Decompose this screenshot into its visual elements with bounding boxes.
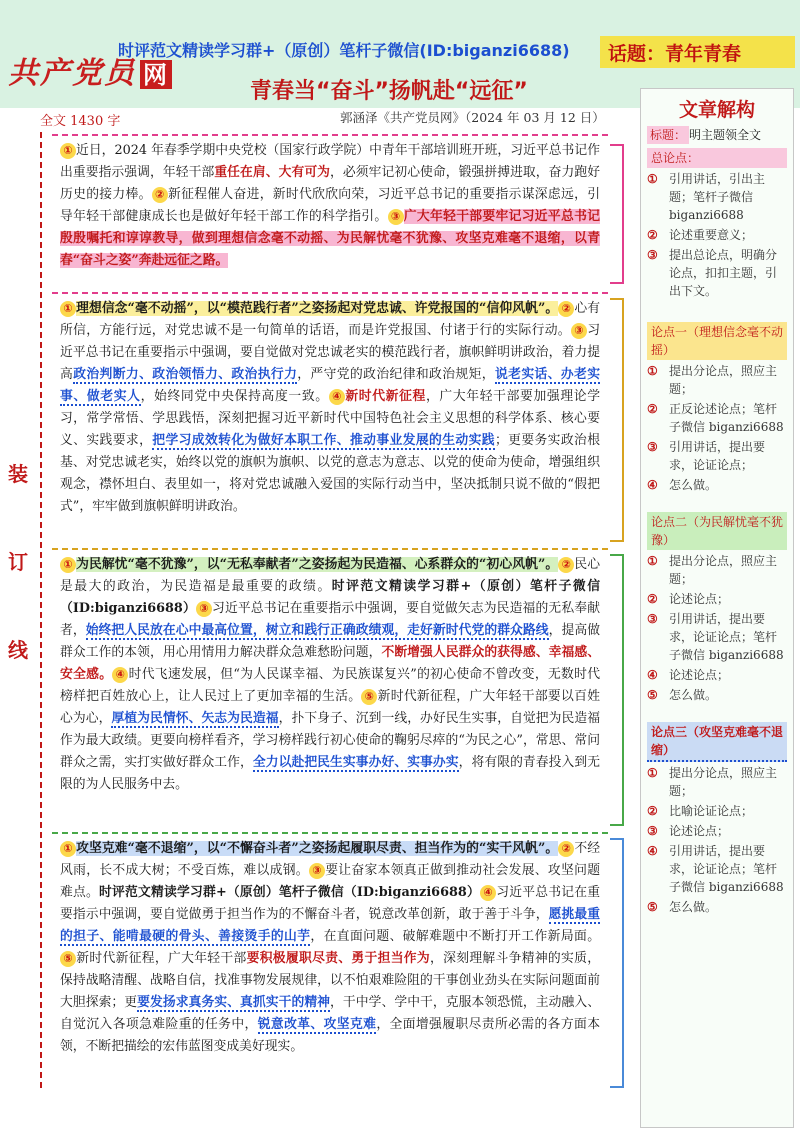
sidebar-section-overall: 总论点： ① 引用讲话，引出主题；笔杆子微信 biganzi6688 ② 论述重要意义； ③ 提出总论点，明确分论点，扣扣主题，引出下文。: [647, 148, 787, 300]
sidebar-section-point-one: 论点一（理想信念毫不动摇） ① 提出分论点，照应主题； ② 正反论述论点；笔杆子微信 biganzi6688 ③ 引用讲话，提出要求，论证论点； ④ 怎么做。: [647, 322, 787, 494]
bracket-yellow: [610, 298, 624, 542]
binding-line-label: 装 订 线: [8, 462, 28, 662]
sidebar-section-point-two: 论点二（为民解忧毫不犹豫） ① 提出分论点，照应主题； ② 论述论点； ③ 引用讲话，提出要求，论证论点；笔杆子微信 biganzi6688 ④ 论述论点； ⑤ 怎么做。: [647, 512, 787, 704]
paragraph-point-two: ① 为民解忧“毫不犹豫”，以“无私奉献者”之姿扬起为民造福、心系群众的“初心风帆”。 ② 民心是最大的政治，为民造福是最重要的政绩。时评范文精读学习群+（原创）笔杆子微信（ID:biganzi6688） ③ 习近平总书记在重要指示中强调，要自觉做矢志为民造福的无私奉献者，始终把人民放在心中最高位置，树立和践行正确政绩观，走好新时代党的群众路线，提高做群众工作的本领，用心用情用力解决群众急难愁盼问题，不断增强人民群众的获得感、幸福感、安全感。 ④ 时代飞速发展，但“为人民谋幸福、为民族谋复兴”的初心使命不曾改变，无数时代榜样把百姓放心上，让人民过上了更加幸福的生活。 ⑤ 新时代新征程，广大年轻干部要以百姓心为心，厚植为民情怀、矢志为民造福，扑下身子、沉到一线，办好民生实事，自觉把为民造福作为最大政绩。更要向榜样看齐，学习榜样践行初心使命的鞠躬尽瘁的“为民之心”，常思、常问群众之需，实打实做好群众工作，全力以赴把民生实事办好、实事办实，将有限的青春投入到无限的为人民服务中去。: [52, 550, 608, 834]
article-body: [52, 134, 608, 1094]
paragraph-point-three: ① 攻坚克难“毫不退缩”，以“不懈奋斗者”之姿扬起履职尽责、担当作为的“实干风帆”。 ② 不经风雨，长不成大树；不受百炼，难以成钢。 ③ 要让奋家本领真正做到推动社会发展、攻坚问题难点。时评范文精读学习群+（原创）笔杆子微信（ID:biganzi6688） ④ 习近平总书记在重要指示中强调，要自觉做勇于担当作为的不懈奋斗者，锐意改革创新，敢于善于斗争，愿挑最重的担子、能啃最硬的骨头、善接烫手的山芋，在直面问题、破解难题中不断打开工作新局面。⑤ 新时代新征程，广大年轻干部要积极履职尽责、勇于担当作为，深刻理解斗争精神的实质，保持战略清醒、战略自信，找准事物发展规律，以不怕艰难险阻的干事创业劲头在实际问题面前大胆探索；更要发扬求真务实、真抓实干的精神，干中学、学中干，克服本领恐慌，主动融入、自觉沉入各项急难险重的任务中，锐意改革、攻坚克难，全面增强履职尽责所必需的各方面本领，不断把描绘的宏伟蓝图变成美好现实。: [52, 834, 608, 1094]
paragraph-intro: ① 近日，2024 年春季学期中央党校（国家行政学院）中青年干部培训班开班，习近平总书记作出重要指示强调，年轻干部重任在肩、大有可为，必须牢记初心使命，锻强拼搏进取，奋力跑好历史的接力棒。 ② 新征程催人奋进，新时代欣欣向荣，习近平总书记的重要指示谋深虑远，引导年轻干部健康成长也是做好年轻干部工作的科学指引。 ③ 广大年轻干部要牢记习近平总书记殷殷嘱托和谆谆教导，做到理想信念毫不动摇、为民解忧毫不犹豫、攻坚克难毫不退缩，以青春“奋斗之姿”奔赴远征之路。: [52, 134, 608, 294]
sidebar-title-note: 标题： 明主题领全文: [647, 126, 787, 144]
sidebar-section-point-three: 论点三（攻坚克难毫不退缩） ① 提出分论点，照应主题； ② 比喻论证论点； ③ 论述论点； ④ 引用讲话，提出要求，论证论点；笔杆子微信 biganzi6688 ⑤ 怎么做。: [647, 722, 787, 916]
structure-sidebar: [640, 88, 794, 1128]
topic-badge: 话题：青年青春: [600, 36, 795, 68]
sidebar-title: 文章解构: [678, 99, 755, 121]
paragraph-point-one: ① 理想信念“毫不动摇”，以“模范践行者”之姿扬起对党忠诚、许党报国的“信仰风帆”。 ② 心有所信，方能行远，对党忠诚不是一句简单的话语，而是许党报国、付诸于行的实际行动。 ③ 习近平总书记在重要指示中强调，要自觉做对党忠诚老实的模范践行者，旗帜鲜明讲政治，着力提高政治判断力、政治领悟力、政治执行力，严守党的政治纪律和政治规矩，说老实话、办老实事、做老实人，始终同党中央保持高度一致。 ④ 新时代新征程，广大年轻干部要加强理论学习，常学常悟、学思践悟，深刻把握习近平新时代中国特色社会主义思想的科学体系、核心要义、实践要求，把学习成效转化为做好本职工作、推动事业发展的生动实践；更要务实政治根基、对党忠诚老实，始终以党的旗帜为旗帜、以党的意志为意志、以党的使命为使命，增强组织观念，襟怀坦白、表里如一，将对党忠诚融入爱国的实际行动当中，坚决抵制只说不做的“假把式”，牢牢做到旗帜鲜明讲政治。: [52, 294, 608, 550]
bracket-green: [610, 554, 624, 826]
byline: 郭涵泽《共产党员网》（2024 年 03 月 12 日）: [340, 110, 605, 125]
banner-text: 时评范文精读学习群+（原创）笔杆子微信(ID:biganzi6688): [118, 41, 570, 60]
bracket-blue: [610, 838, 624, 1088]
bracket-pink: [610, 144, 624, 284]
site-logo: 共产党员 网: [8, 48, 172, 92]
binding-dashed-line: [40, 132, 42, 1090]
article-title: 青春当“奋斗”扬帆赴“远征”: [250, 79, 528, 104]
word-count: 全文 1430 字: [40, 114, 121, 129]
